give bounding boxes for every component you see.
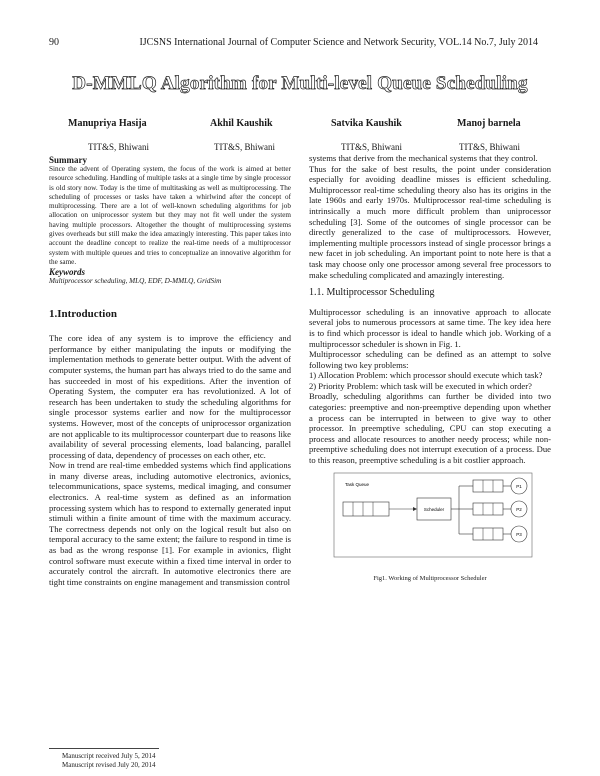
summary-text: Since the advent of Operating system, the focus of the work is aimed at better resource scheduling. Handling of multiple tasks at a single time by single processor is old story now. Today is the time of multitasking as well as multiprocessing. The scheduling of processes or tasks have taken a whirlwind after the concept of multiprocessing. There are a lot of well-known scheduling algorithms for job allocation on uniprocessor system but they may not fit well under the system having multiple processors. Altogether the thought of multiprocessing systems gives overheads but still make the idea amazingly interesting. This paper takes into account the deadline concept to realize the real-time needs of a multiprocessor system with multiple queues and tries to conceptualize an innovative algorithm for the same. xyxy=(49,165,291,266)
subsection-heading: 1.1. Multiprocessor Scheduling xyxy=(309,287,435,299)
author-4-name: Manoj barnela xyxy=(457,118,521,129)
intro-paragraph: The core idea of any system is to improve the efficiency and performance by either manipulating the inputs or modifying the implementation methods to generate better output. With the advent of computer systems, the human part has always tried to do the same and has succeeded in most of his expeditions. After the invention of Operating System, the computer era has revolutionized. A lot of research has been undertaken to study the scheduling algorithms for single processor systems earlier and now for the multiprocessor systems. However, most of the concepts of uniprocessor organization are not applicable to its multiprocessor counterpart due to reasons like availability of several processing elements, load balancing, parallel processing of data, dependency of processes on each other, etc. xyxy=(49,333,291,460)
processor-1-label: P1 xyxy=(516,483,522,489)
manuscript-received: Manuscript received July 5, 2014 xyxy=(62,752,156,760)
author-1-affiliation: TIT&S, Bhiwani xyxy=(88,142,149,152)
introduction-heading: 1.Introduction xyxy=(49,307,117,320)
body-paragraph: 2) Priority Problem: which task will be executed in which order? xyxy=(309,380,532,391)
scheduler-label: Scheduler xyxy=(423,506,445,512)
author-2-affiliation: TIT&S, Bhiwani xyxy=(214,142,275,152)
intro-paragraph: Now in trend are real-time embedded systems which find applications in many diverse areas, including automotive electronics, avionics, telecommunications, space systems, medical imaging, and consumer electronics. A real-time system as defined as an information processing system which has to respond to externally generated input stimuli within a finite amount of time with the maximum accuracy. The correctness depends not only on the logical result but also on temporal accuracy to the same extent; the failure to respond in time is as bad as the wrong response [1]. For example in avionics, flight control software must execute within a fixed time interval in order to accurately control the aircraft. In automotive electronics there are tight time constraints on engine management and transmission control xyxy=(49,460,291,587)
ready-queue-2 xyxy=(473,503,503,515)
author-1-name: Manupriya Hasija xyxy=(68,118,147,129)
keywords-text: Multiprocessor scheduling, MLQ, EDF, D-MMLQ, GridSim xyxy=(49,277,222,286)
body-paragraph: Broadly, scheduling algorithms can further be divided into two categories: preemptive and non-preemptive depending upon whether a process can be interrupted in between to give way to other processor. In preemptive scheduling, CPU can stop executing a process and allocate resources to another needy process; while non-preemptive scheduling does not interrupt execution of a process. Due to this reason, preemptive scheduling is a bit costlier approach. xyxy=(309,391,551,466)
scheduler-diagram xyxy=(333,472,533,558)
author-3-affiliation: TIT&S, Bhiwani xyxy=(341,142,402,152)
footnote-rule xyxy=(49,748,159,749)
processor-3-label: P3 xyxy=(516,531,522,537)
author-3-name: Satvika Kaushik xyxy=(331,118,402,129)
right-column xyxy=(309,153,551,584)
body-paragraph: Multiprocessor scheduling is an innovative approach to allocate several jobs to numerous processors at same time. The key idea here is to find which processor is ideal to handle which job. Working of a multiprocessor scheduler is shown in Fig. 1. xyxy=(309,306,551,349)
running-head: IJCSNS International Journal of Computer Science and Network Security, VOL.14 No.7, July 2014 xyxy=(139,37,538,48)
scheduler-figure xyxy=(333,472,533,558)
body-paragraph: Multiprocessor scheduling can be defined as an attempt to solve following two key problems: xyxy=(309,349,551,370)
author-2-name: Akhil Kaushik xyxy=(210,118,273,129)
ready-queue-3 xyxy=(473,528,503,540)
figure-caption: Fig1. Working of Multiprocessor Scheduler xyxy=(373,574,487,582)
left-column xyxy=(49,155,291,587)
task-queue-box xyxy=(343,502,389,516)
ready-queue-1 xyxy=(473,480,503,492)
manuscript-revised: Manuscript revised July 20, 2014 xyxy=(62,761,156,769)
author-4-affiliation: TIT&S, Bhiwani xyxy=(459,142,520,152)
page-number: 90 xyxy=(49,37,59,48)
task-queue-label: Task Queue xyxy=(345,481,370,487)
processor-2-label: P2 xyxy=(516,506,522,512)
keywords-heading: Keywords xyxy=(49,267,85,278)
paper-title: D-MMLQ Algorithm for Multi-level Queue Scheduling xyxy=(72,73,528,94)
body-paragraph: 1) Allocation Problem: which processor should execute which task? xyxy=(309,370,543,381)
summary-heading: Summary xyxy=(49,155,87,165)
body-paragraph: systems that derive from the mechanical systems that they control. xyxy=(309,153,538,163)
body-paragraph: Thus for the sake of best results, the point under consideration especially for avoiding deadline misses is efficient scheduling. Multiprocessor real-time scheduling theory also has its origins in the late 1960s and early 1970s. Multiprocessor real-time scheduling is intrinsically a much more difficult problem than uniprocessor scheduling [3]. Some of the outcomes of single processor can be directly generalized to the case of multiprocessors. However, implementing multiple processors instead of single processor brings a new facet in job scheduling. An important point to note here is that a task may choose only one processor among several free processors to make scheduling complicated and amazingly interesting. xyxy=(309,163,551,280)
